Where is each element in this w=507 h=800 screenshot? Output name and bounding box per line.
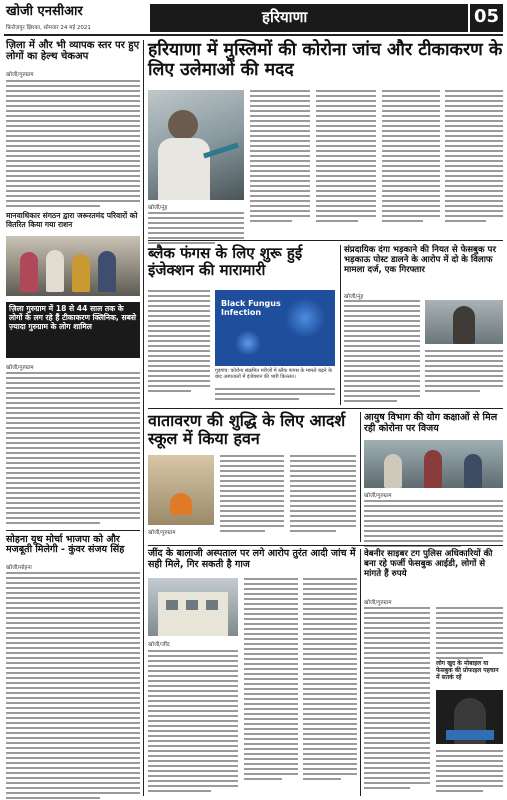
story1-headline: ज़िला में और भी व्यापक स्तर पर हुए लोगों का हेल्थ चेकअप — [6, 40, 140, 62]
ayush-photo — [364, 440, 503, 488]
people-figure — [98, 251, 116, 292]
story3-body — [6, 372, 140, 524]
masthead-rule — [4, 34, 503, 36]
page-number: 05 — [474, 6, 500, 27]
webinar-byline: खोजी/गुरुग्राम — [364, 600, 392, 606]
webinar-body-col1 — [364, 607, 430, 789]
fungus-image — [215, 290, 335, 366]
cell-shape — [285, 298, 325, 338]
lead-body-col4 — [382, 90, 440, 222]
story1-byline: खोजी/गुरुग्राम — [6, 72, 34, 78]
jeend-headline: जींद के बालाजी अस्पताल पर लगे आरोप तुरंत आदी जांच में सही मिले, गिर सकती है गाज — [148, 548, 356, 570]
cell-shape — [235, 330, 261, 356]
webinar-photo — [436, 690, 503, 744]
lead-body-col5 — [445, 90, 503, 222]
vatavaran-photo — [148, 455, 214, 525]
vatavaran-headline: वातावरण की शुद्धि के लिए आदर्श स्कूल में किया हवन — [148, 411, 346, 449]
sampradayik-byline: खोजी/नूंह — [344, 294, 364, 300]
person-figure — [158, 138, 210, 200]
section-title: हरियाणा — [262, 8, 308, 26]
jeend-body-col1 — [148, 650, 238, 792]
vatavaran-byline: खोजी/गुरुग्राम — [148, 530, 176, 536]
jeend-body-col3 — [303, 578, 357, 780]
lead-bottom-rule — [148, 240, 503, 241]
mid-divider-2 — [360, 412, 361, 542]
laptop-glow — [446, 730, 494, 740]
jeend-byline: खोजी/जींद — [148, 642, 170, 648]
person-figure — [464, 454, 482, 488]
column-divider — [143, 40, 144, 796]
story3-headline-box — [6, 302, 140, 358]
sampradayik-photo — [425, 300, 503, 344]
fungus-caption: गुड़गांव: कोरोना संक्रमित मरीजों में ब्लैक फंगस के मामले बढ़ने के बाद अस्पतालों में इंजेक्शन की भारी किल्लत। — [215, 368, 332, 380]
mid-divider — [340, 245, 341, 405]
person-figure — [453, 306, 475, 344]
story4-headline: सोहना यूथ मोर्चा भाजपा को और मजबूती मिलेगी - कुंवर संजय सिंह — [6, 534, 125, 556]
building-window — [166, 600, 178, 610]
masthead-left — [4, 4, 146, 32]
fungus-body-col2 — [215, 388, 335, 400]
section-banner — [150, 4, 468, 32]
story3-headline: ज़िला गुरुग्राम में 18 से 44 साल तक के लोगों के लग रहे हैं टीकाकरण क्लिनिक, सबसे ज़्यादा गुरुग्राम के लोग शामिल — [9, 304, 137, 331]
ayush-byline: खोजी/गुरुग्राम — [364, 493, 392, 499]
webinar-headline: वेबनीर साइबर टग पुलिस अधिकारियों की बना रहे फर्जी फेसबुक आईडी, लोगों से मांगते हैं रुपये — [364, 549, 493, 580]
story4-body — [6, 572, 140, 799]
lead-photo — [148, 90, 244, 200]
building-shape — [158, 592, 228, 636]
lead-body-col2 — [250, 90, 310, 222]
section-rule-3 — [148, 545, 503, 546]
ayush-headline: आयुष विभाग की योग कक्षाओं से मिल रही कोरोना पर विजय — [364, 412, 498, 435]
masthead-logo: खोजी एनसीआर — [6, 4, 83, 19]
jeend-body-col2 — [244, 578, 298, 780]
story4-byline: खोजी/सोहना — [6, 565, 32, 571]
building-window — [206, 600, 218, 610]
masthead — [0, 0, 507, 36]
sampradayik-headline: संप्रदायिक दंगा भड़काने की नियत से फेसबुक पर भड़काऊ पोस्ट डालने के आरोप में दो के विलाफ मामला दर्ज, एक गिरफ्तार — [344, 245, 496, 276]
person-figure — [384, 454, 402, 488]
ayush-body — [364, 500, 503, 547]
lead-body-col3 — [316, 90, 376, 222]
story2-photo — [6, 236, 140, 296]
sampradayik-body-col2 — [425, 350, 503, 392]
lead-byline: खोजी/नूंह — [148, 205, 168, 211]
vatavaran-body-col2 — [290, 455, 356, 532]
left-column — [4, 40, 142, 796]
lead-headline: हरियाणा में मुस्लिमों की कोरोना जांच और टीकाकरण के लिए उलेमाओं की मदद — [148, 40, 503, 81]
masthead-dateline: फ़िरोज़पुर झिरका, सोमवार 24 मई 2021 — [6, 25, 91, 31]
webinar-subhead: लोग खुद के मोबाइल या फेसबुक की प्रोफाइल पहचान में सतर्क रहें — [436, 660, 499, 682]
story2-headline: मानवाधिकार संगठन द्वारा जरूरतमंद परिवारों को वितरित किया गया राशन — [6, 211, 138, 229]
building-window — [186, 600, 198, 610]
story1-body — [6, 80, 140, 207]
vatavaran-body-col1 — [220, 455, 284, 532]
mid-divider-3 — [360, 549, 361, 796]
people-figure — [20, 252, 38, 292]
story3-byline: खोजी/गुरुग्राम — [6, 365, 34, 371]
people-figure — [46, 250, 64, 292]
webinar-body-col3 — [436, 750, 503, 792]
section-rule-2 — [148, 408, 503, 409]
fungus-headline: ब्लैक फंगस के लिए शुरू हुई इंजेक्शन की मारामारी — [148, 244, 303, 280]
fungus-image-text: Black Fungus Infection — [221, 299, 281, 317]
person-figure — [168, 110, 198, 140]
fungus-body-col1 — [148, 290, 210, 392]
fire-shape — [170, 493, 192, 515]
page-number-box — [470, 4, 503, 32]
webinar-body-col2 — [436, 607, 503, 659]
sampradayik-body-col1 — [344, 300, 420, 402]
person-figure — [424, 450, 442, 488]
jeend-photo — [148, 578, 238, 636]
people-figure — [72, 254, 90, 292]
left-divider — [6, 530, 140, 531]
